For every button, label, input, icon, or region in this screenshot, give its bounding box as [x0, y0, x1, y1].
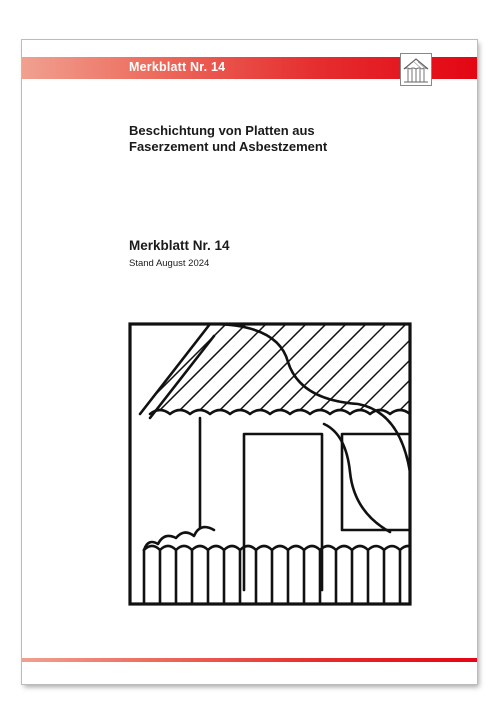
header-label: Merkblatt Nr. 14 — [129, 60, 226, 74]
title-line-2: Faserzement und Asbestzement — [129, 139, 328, 154]
document-title — [129, 123, 327, 155]
title-line-1: Beschichtung von Platten aus — [129, 123, 315, 138]
sheet-number: Merkblatt Nr. 14 — [129, 238, 230, 253]
logo-house-icon — [400, 53, 432, 86]
house-roof-illustration-icon — [128, 322, 412, 606]
footer-bar — [22, 658, 477, 662]
sheet-date: Stand August 2024 — [129, 258, 210, 269]
document-page — [22, 40, 477, 684]
